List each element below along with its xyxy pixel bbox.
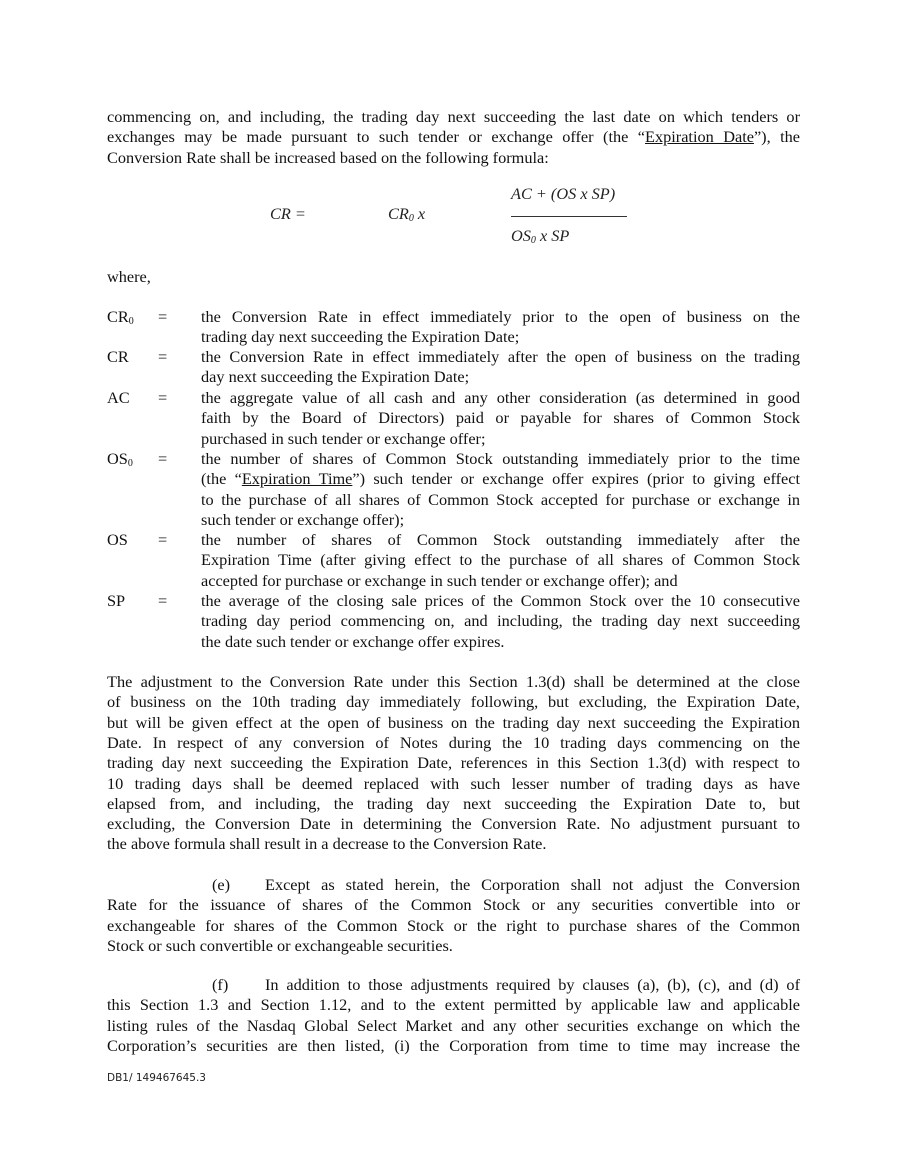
text-segment: to the purchase of all shares of Common Stock accepted for purchase or exchange in <box>201 490 800 509</box>
text-line <box>201 449 800 469</box>
text-line <box>201 591 800 611</box>
formula-times: x <box>413 204 426 223</box>
text-line <box>201 307 800 327</box>
term-symbol: AC <box>107 388 130 407</box>
text-line <box>107 753 800 773</box>
text-line <box>107 713 800 733</box>
text-line <box>107 774 800 794</box>
term-symbol: SP <box>107 591 126 610</box>
definition-term <box>107 347 129 367</box>
text-segment: day next succeeding the Expiration Date; <box>201 367 470 386</box>
text-segment: The adjustment to the Conversion Rate under this Section 1.3(d) shall be determined at the close <box>107 672 800 691</box>
text-line <box>201 347 800 367</box>
text-segment: trading day next succeeding the Expiration Date, references in this Section 1.3(d) with respect to <box>107 753 800 772</box>
text-segment: Date. In respect of any conversion of Notes during the 10 trading days commencing on the <box>107 733 800 752</box>
formula-numerator: AC + (OS x SP) <box>511 184 616 203</box>
text-line <box>201 510 800 530</box>
equals-sign: = <box>158 530 168 549</box>
den-rest: x SP <box>535 226 570 245</box>
equals-sign: = <box>158 449 168 468</box>
text-segment: such tender or exchange offer); <box>201 510 405 529</box>
text-line <box>107 733 800 753</box>
equals-sign: = <box>158 347 168 366</box>
text-segment: accepted for purchase or exchange in such tender or exchange offer); and <box>201 571 678 590</box>
den-sub: 0 <box>530 235 536 246</box>
text-segment: ”), the <box>753 127 801 146</box>
text-line <box>201 327 800 347</box>
formula-cr-sub: 0 <box>408 213 414 224</box>
text-line <box>107 936 800 956</box>
text-segment: the date such tender or exchange offer expires. <box>201 632 505 651</box>
where-label: where, <box>107 267 151 286</box>
term-subscript: 0 <box>128 316 134 327</box>
text-segment: Corporation’s securities are then listed, (i) the Corporation from time to time may increase the <box>107 1036 800 1055</box>
definition-term <box>107 449 133 474</box>
text-segment: Stock or such convertible or exchangeable securities. <box>107 936 453 955</box>
term-symbol: CR <box>107 307 129 326</box>
text-line <box>107 916 800 936</box>
definition-term <box>107 530 128 550</box>
text-line <box>107 1016 800 1036</box>
text-segment: (the “ <box>201 469 242 488</box>
term-symbol: CR <box>107 347 129 366</box>
defined-term: Expiration Date <box>645 127 754 146</box>
text-line <box>107 148 800 168</box>
text-segment: the above formula shall result in a decrease to the Conversion Rate. <box>107 834 547 853</box>
formula-denominator <box>511 226 569 251</box>
text-segment: ”) such tender or exchange offer expires (prior to giving effect <box>352 469 801 488</box>
text-segment: the Conversion Rate in effect immediately after the open of business on the trading <box>201 347 800 366</box>
text-line <box>107 995 800 1015</box>
text-segment: purchased in such tender or exchange offer; <box>201 429 486 448</box>
text-line <box>201 429 800 449</box>
text-line <box>265 975 800 995</box>
text-line <box>107 1036 800 1056</box>
text-segment: the number of shares of Common Stock outstanding immediately prior to the time <box>201 449 800 468</box>
clause-label: (e) <box>212 875 231 894</box>
text-line <box>201 571 800 591</box>
text-segment: trading day period commencing on, and including, the trading day next succeeding <box>201 611 800 630</box>
text-segment: exchanges may be made pursuant to such tender or exchange offer (the “ <box>107 127 646 146</box>
text-segment: commencing on, and including, the trading day next succeeding the last date on which tenders or <box>107 107 800 126</box>
text-segment: this Section 1.3 and Section 1.12, and to the extent permitted by applicable law and applicable <box>107 995 800 1014</box>
text-segment: 10 trading days shall be deemed replaced with such lesser number of trading days as have <box>107 774 800 793</box>
text-line <box>107 794 800 814</box>
den-os: OS <box>511 226 531 245</box>
text-line <box>201 408 800 428</box>
text-segment: of business on the 10th trading day immediately following, but excluding, the Expiration Date, <box>107 692 800 711</box>
text-segment: listing rules of the Nasdaq Global Select Market and any other securities exchange on which the <box>107 1016 800 1035</box>
text-line <box>201 611 800 631</box>
document-id-footer: DB1/ 149467645.3 <box>107 1072 206 1084</box>
formula-lhs: CR = <box>270 204 306 223</box>
text-segment: the number of shares of Common Stock outstanding immediately after the <box>201 530 800 549</box>
text-segment: Conversion Rate shall be increased based on the following formula: <box>107 148 549 167</box>
term-symbol: OS <box>107 449 128 468</box>
text-segment: the Conversion Rate in effect immediately prior to the open of business on the <box>201 307 800 326</box>
text-line <box>107 834 800 854</box>
text-segment: faith by the Board of Directors) paid or payable for shares of Common Stock <box>201 408 800 427</box>
text-segment: the average of the closing sale prices of the Common Stock over the 10 consecutive <box>201 591 800 610</box>
text-segment: the aggregate value of all cash and any other consideration (as determined in good <box>201 388 800 407</box>
text-line <box>107 692 800 712</box>
clause-label: (f) <box>212 975 229 994</box>
text-line <box>201 490 800 510</box>
text-line <box>107 814 800 834</box>
term-subscript: 0 <box>127 458 133 469</box>
text-line <box>201 632 800 652</box>
fraction-bar <box>511 216 627 217</box>
text-line <box>201 530 800 550</box>
text-segment: Rate for the issuance of shares of the Common Stock or any securities convertible into or <box>107 895 800 914</box>
text-line <box>201 367 800 387</box>
equals-sign: = <box>158 591 168 610</box>
definition-term <box>107 388 130 408</box>
text-line <box>201 550 800 570</box>
term-symbol: OS <box>107 530 128 549</box>
equals-sign: = <box>158 307 168 326</box>
definition-term <box>107 591 125 611</box>
text-segment: Except as stated herein, the Corporation shall not adjust the Conversion <box>265 875 800 894</box>
text-segment: In addition to those adjustments required by clauses (a), (b), (c), and (d) of <box>265 975 800 994</box>
text-segment: elapsed from, and including, the trading day next succeeding the Expiration Date to, but <box>107 794 800 813</box>
text-segment: trading day next succeeding the Expiration Date; <box>201 327 520 346</box>
definition-term <box>107 307 134 332</box>
defined-term: Expiration Time <box>241 469 353 488</box>
text-line <box>107 127 800 147</box>
text-segment: Expiration Time (after giving effect to the purchase of all shares of Common Stock <box>201 550 800 569</box>
text-line <box>201 469 800 489</box>
formula-cr: CR <box>388 204 409 223</box>
text-line <box>201 388 800 408</box>
text-line <box>265 875 800 895</box>
text-line <box>107 895 800 915</box>
text-segment: excluding, the Conversion Date in determining the Conversion Rate. No adjustment pursuant to <box>107 814 800 833</box>
text-segment: but will be given effect at the open of business on the trading day next succeeding the Expiration <box>107 713 800 732</box>
text-line <box>107 107 800 127</box>
equals-sign: = <box>158 388 168 407</box>
text-line <box>107 672 800 692</box>
text-segment: exchangeable for shares of the Common Stock or the right to purchase shares of the Common <box>107 916 800 935</box>
formula-cr0 <box>388 204 425 229</box>
